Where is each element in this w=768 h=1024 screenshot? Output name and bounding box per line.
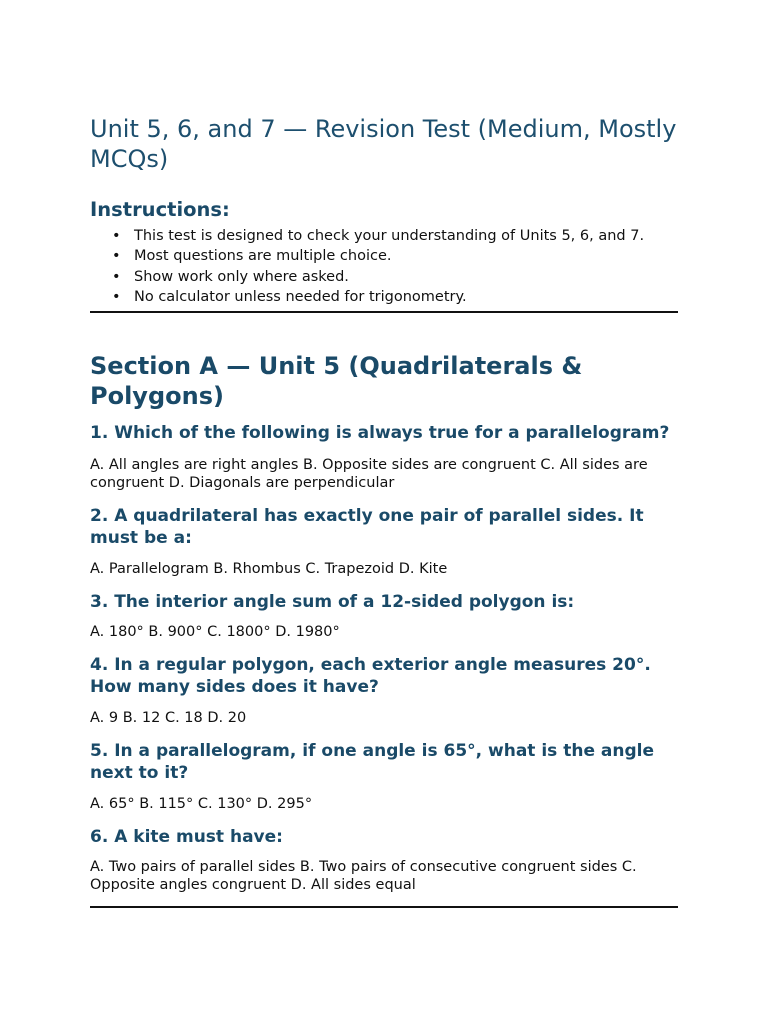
question-text: 1. Which of the following is always true for a parallelogram? bbox=[90, 422, 670, 443]
question-options: A. 180° B. 900° C. 1800° D. 1980° bbox=[90, 623, 340, 640]
instruction-text: Most questions are multiple choice. bbox=[134, 248, 392, 265]
question-options: A. All angles are right angles B. Opposite sides are congruent C. All sides are congruent D. Diagonals are perpendicular bbox=[90, 456, 648, 491]
question-3 bbox=[90, 591, 680, 641]
instruction-text: This test is designed to check your understanding of Units 5, 6, and 7. bbox=[134, 228, 645, 244]
question-4 bbox=[90, 654, 680, 727]
instruction-text: No calculator unless needed for trigonometry. bbox=[134, 289, 467, 306]
bullet-icon: • bbox=[112, 228, 121, 244]
question-options: A. 65° B. 115° C. 130° D. 295° bbox=[90, 795, 313, 812]
question-1 bbox=[90, 422, 680, 492]
list-item bbox=[90, 267, 680, 287]
section-a-title: Section A — Unit 5 (Quadrilaterals & Polygons) bbox=[90, 351, 583, 411]
question-text: 2. A quadrilateral has exactly one pair of parallel sides. It must be a: bbox=[90, 505, 644, 548]
instruction-text: Show work only where asked. bbox=[134, 268, 349, 285]
question-options: A. Parallelogram B. Rhombus C. Trapezoid D. Kite bbox=[90, 560, 448, 577]
question-2 bbox=[90, 505, 680, 578]
question-text: 3. The interior angle sum of a 12-sided polygon is: bbox=[90, 591, 575, 612]
list-item bbox=[90, 287, 680, 307]
question-text: 4. In a regular polygon, each exterior angle measures 20°. How many sides does it have? bbox=[90, 654, 651, 697]
question-6 bbox=[90, 826, 680, 894]
question-options: A. Two pairs of parallel sides B. Two pairs of consecutive congruent sides C. Opposite angles congruent D. All sides equal bbox=[90, 858, 637, 893]
bullet-icon: • bbox=[112, 268, 121, 285]
question-options: A. 9 B. 12 C. 18 D. 20 bbox=[90, 709, 247, 726]
question-5 bbox=[90, 740, 680, 813]
bullet-icon: • bbox=[112, 289, 121, 306]
bullet-icon: • bbox=[112, 248, 121, 265]
list-item bbox=[90, 246, 680, 266]
instructions-list bbox=[90, 226, 680, 308]
document-title: Unit 5, 6, and 7 — Revision Test (Medium, Mostly MCQs) bbox=[90, 115, 677, 173]
horizontal-divider bbox=[90, 906, 678, 908]
instructions-heading: Instructions: bbox=[90, 198, 230, 221]
horizontal-divider bbox=[90, 311, 678, 313]
question-text: 6. A kite must have: bbox=[90, 826, 283, 847]
list-item bbox=[90, 226, 680, 246]
question-text: 5. In a parallelogram, if one angle is 65°, what is the angle next to it? bbox=[90, 740, 654, 783]
document-page bbox=[90, 114, 680, 908]
